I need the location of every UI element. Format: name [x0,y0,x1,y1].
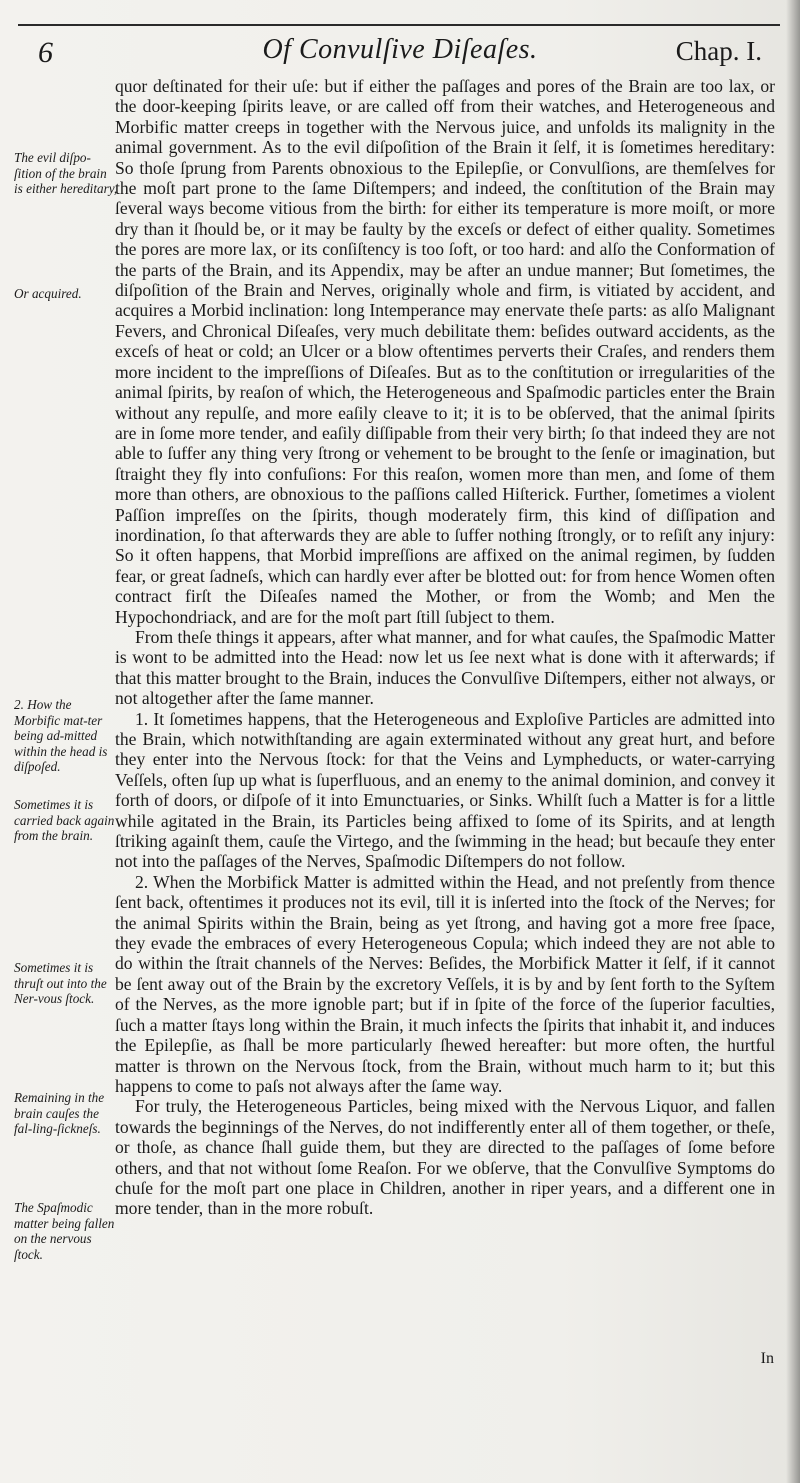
margin-note: Sometimes it is carried back again from the brain. [14,797,115,844]
paragraph: 1. It ſometimes happens, that the Heterogeneous and Exploſive Particles are admitted into the Brain, which notwithſtanding are again exterminated without any great hurt, and before they enter into the Nervous ſtock: for that the Veins and Lympheducts, or water-carrying Veſſels, often ſup up what is ſuperfluous, and an enemy to the animal dominion, and convey it forth of doors, or diſpoſe of it into Emunctuaries, or Sinks. Whilſt ſuch a Matter is for a little while agitated in the Brain, its Particles being affixed to ſome of its Spirits, and at length ſtriking againſt them, cauſe the Virtego, and the ſwimming in the head; but becauſe they enter not into the paſſages of the Nerves, Spaſmodic Diſtempers do not follow. [115,708,775,872]
paragraph: quor deſtinated for their uſe: but if either the paſſages and pores of the Brain are too lax, or the door-keeping ſpirits leave, or are called off from their watches, and Heterogeneous and Morbific matter creeps in together with the Nervous juice, and unfolds its malignity in the animal government. As to the evil diſpoſition of the Brain it ſelf, it is ſometimes hereditary: So thoſe ſprung from Parents obnoxious to the Epilepſie, or Convulſions, are themſelves for the moſt part prone to the ſame Diſtempers; and indeed, the conſtitution of the Brain may ſeveral ways become vitious from the birth: for either its temperature is more moiſt, or more dry than it ſhould be, or it may be faulty by the exceſs or defect of either quality. Sometimes the pores are more lax, or its conſiſtency is too ſoft, or too hard: and alſo the Conformation of the parts of the Brain, and its Appendix, may be after an undue manner; But ſometimes, the diſpoſition of the Brain and Nerves, originally whole and firm, is vitiated by accident, and acquires a Morbid inclination: long Intemperance may enervate theſe parts: as alſo Malignant Fevers, and Chronical Diſeaſes, very much debilitate them: beſides outward accidents, as the exceſs of heat or cold; an Ulcer or a blow oftentimes perverts their Craſes, and renders them more incident to the impreſſions of Diſeaſes. But as to the conſtitution or irregularities of the animal ſpirits, by reaſon of which, the Heterogeneous and Spaſmodic particles enter the Brain without any repulſe, and more eaſily cleave to it; it is to be obſerved, that the animal ſpirits are in ſome more tender, and eaſily diſſipable from their very birth; ſo that indeed they are not able to ſuffer any thing very ſtrong or vehement to be brought to the ſenſe or imagination, but ſtraight they fly into confuſions: For this reaſon, women more than men, and ſome of them more than others, are obnoxious to the paſſions called Hiſterick. Further, ſometimes a violent Paſſion impreſſes on the ſpirits, though moderately firm, this kind of diſſipation and inordination, ſo that afterwards they are able to ſuffer nothing ſtrongly, or to reſiſt any injury: So it often happens, that Morbid impreſſions are affixed on the animal regimen, by ſudden fear, or great ſadneſs, which can hardly ever after be blotted out: for from hence Women often contract firſt the Diſeaſes named the Mother, or from the Womb; and Men the Hypochondriack, and are for the moſt part ſtill ſubject to them. [115,76,775,627]
body-text [115,76,775,1219]
catchword: In [760,1350,774,1367]
margin-note: The Spaſmodic matter being fallen on the nervous ſtock. [14,1200,115,1262]
margin-note: Remaining in the brain cauſes the fal-ling-ſickneſs. [14,1090,105,1137]
chapter-label: Chap. I. [675,36,762,66]
page-number: 6 [38,36,53,69]
paragraph: For truly, the Heterogeneous Particles, being mixed with the Nervous Liquor, and fallen towards the beginnings of the Nerves, do not indifferently enter all of them together, or theſe, or thoſe, as chance ſhall guide them, but they are directed to the paſſages of ſome before others, and that not without ſome Reaſon. For we obſerve, that the Convulſive Symptoms do chuſe for the moſt part one place in Children, another in riper years, and a different one in more tender, than in the more robuſt. [115,1096,775,1219]
paragraph: From theſe things it appears, after what manner, and for what cauſes, the Spaſmodic Matter is wont to be admitted into the Head: now let us ſee next what is done with it afterwards; if that this matter brought to the Brain, induces the Convulſive Diſtempers, either not always, or not altogether after the ſame manner. [115,626,775,709]
margin-note: 2. How the Morbific mat-ter being ad-mitted within the head is diſpoſed. [14,697,108,775]
margin-note: Or acquired. [14,286,82,301]
page-header [0,18,800,74]
running-head: Of Convulſive Diſeaſes. [262,34,538,65]
paragraph: 2. When the Morbifick Matter is admitted within the Head, and not preſently from thence ſent back, oftentimes it produces not its evil, till it is inſerted into the ſtock of the Nerves; for the animal Spirits within the Brain, being as yet ſtrong, and having got a more free ſpace, they evade the embraces of every Heterogeneous Copula; which indeed they are not able to do within the ſtrait channels of the Nerves: Beſides, the Morbifick Matter it ſelf, if it cannot be ſent away out of the Brain by the excretory Veſſels, it is by and by ſent forth to the Syſtem of the Nerves, as the more ignoble part; but if in ſpite of the force of the ſuperior faculties, ſuch a matter ſtays long within the Brain, it much infects the ſpirits that inhabit it, and induces the Epilepſie, as ſhall be more particularly ſhewed hereafter: but more often, the hurtful matter is thrown on the Nervous ſtock, from the Brain, without much harm to it; but this happens to come to paſs not always after the ſame way. [115,871,775,1096]
header-rule [18,24,780,26]
margin-note: The evil diſpo-ſition of the brain is either hereditary, [14,150,118,197]
margin-note: Sometimes it is thruſt out into the Ner-vous ſtock. [14,960,107,1007]
